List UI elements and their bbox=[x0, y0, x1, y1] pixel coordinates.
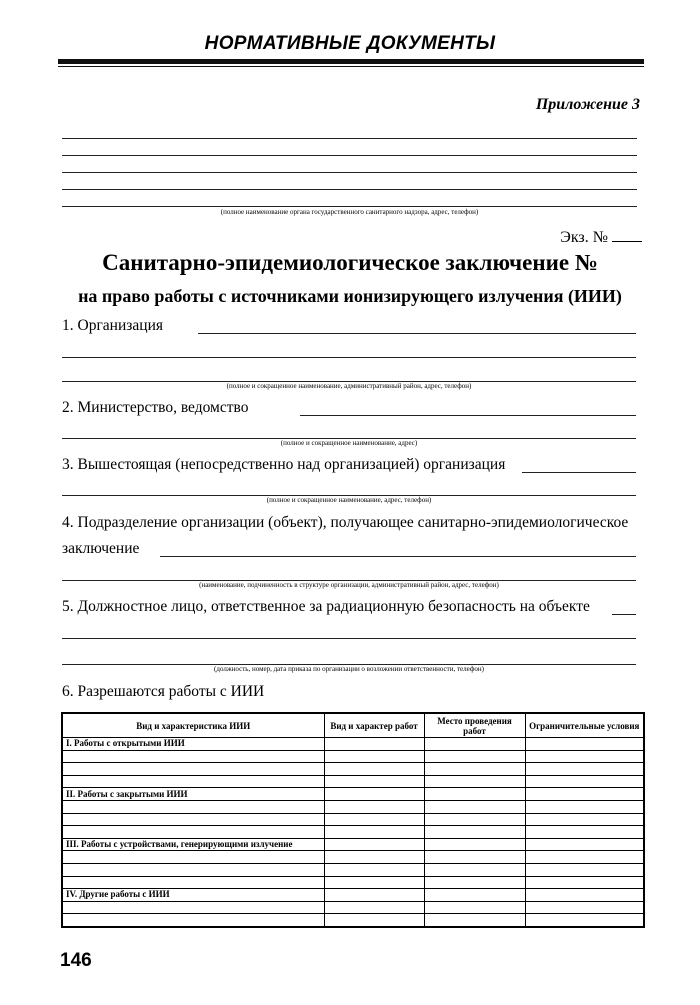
table-section-row bbox=[62, 788, 644, 801]
table-cell[interactable] bbox=[324, 738, 424, 751]
table-cell[interactable] bbox=[62, 800, 324, 813]
table-cell[interactable] bbox=[324, 788, 424, 801]
authority-line[interactable] bbox=[62, 172, 637, 173]
table-row bbox=[62, 763, 644, 776]
column-header: Ограничительные условия bbox=[525, 713, 644, 738]
table-cell[interactable] bbox=[324, 914, 424, 927]
table-cell[interactable] bbox=[424, 813, 525, 826]
table-cell[interactable] bbox=[324, 800, 424, 813]
ministry-field[interactable] bbox=[300, 415, 636, 416]
table-cell[interactable] bbox=[324, 863, 424, 876]
section-label: III. Работы с устройствами, генерирующими излучение bbox=[62, 838, 324, 851]
table-cell[interactable] bbox=[62, 813, 324, 826]
authority-line[interactable] bbox=[62, 206, 637, 207]
table-cell[interactable] bbox=[324, 763, 424, 776]
table-cell[interactable] bbox=[324, 826, 424, 839]
table-row bbox=[62, 826, 644, 839]
table-cell[interactable] bbox=[525, 788, 644, 801]
table-cell[interactable] bbox=[424, 800, 525, 813]
table-cell[interactable] bbox=[525, 750, 644, 763]
table-cell[interactable] bbox=[525, 889, 644, 902]
table-cell[interactable] bbox=[62, 826, 324, 839]
table-cell[interactable] bbox=[324, 901, 424, 914]
column-header: Вид и характеристика ИИИ bbox=[62, 713, 324, 738]
table-cell[interactable] bbox=[424, 750, 525, 763]
table-row bbox=[62, 876, 644, 889]
table-cell[interactable] bbox=[424, 763, 525, 776]
header-rule-thick bbox=[58, 59, 644, 64]
table-cell[interactable] bbox=[62, 775, 324, 788]
ministry-label: 2. Министерство, ведомство bbox=[62, 399, 249, 416]
authority-line[interactable] bbox=[62, 138, 637, 139]
parent-org-caption: (полное и сокращенное наименование, адрес, телефон) bbox=[266, 496, 432, 504]
works-table bbox=[61, 712, 645, 928]
table-cell[interactable] bbox=[62, 851, 324, 864]
table-cell[interactable] bbox=[424, 889, 525, 902]
section-label: I. Работы с открытыми ИИИ bbox=[62, 738, 324, 751]
table-section-row bbox=[62, 838, 644, 851]
table-row bbox=[62, 851, 644, 864]
table-cell[interactable] bbox=[525, 800, 644, 813]
table-cell[interactable] bbox=[525, 838, 644, 851]
column-header: Место проведения работ bbox=[424, 713, 525, 738]
table-cell[interactable] bbox=[424, 876, 525, 889]
table-cell[interactable] bbox=[525, 763, 644, 776]
table-cell[interactable] bbox=[424, 914, 525, 927]
table-cell[interactable] bbox=[424, 775, 525, 788]
copy-number-field[interactable] bbox=[612, 227, 642, 242]
table-cell[interactable] bbox=[525, 775, 644, 788]
page-number: 146 bbox=[60, 950, 92, 971]
authority-line[interactable] bbox=[62, 155, 637, 156]
table-cell[interactable] bbox=[525, 863, 644, 876]
table-cell[interactable] bbox=[424, 788, 525, 801]
organization-caption: (полное и сокращенное наименование, административный район, адрес, телефон) bbox=[226, 382, 472, 390]
table-cell[interactable] bbox=[324, 876, 424, 889]
table-cell[interactable] bbox=[62, 863, 324, 876]
table-cell[interactable] bbox=[525, 876, 644, 889]
table-row bbox=[62, 901, 644, 914]
table-cell[interactable] bbox=[324, 750, 424, 763]
subdivision-label: 4. Подразделение организации (объект), получающее санитарно-эпидемиологическое bbox=[62, 514, 629, 531]
table-cell[interactable] bbox=[62, 901, 324, 914]
table-cell[interactable] bbox=[62, 750, 324, 763]
table-row bbox=[62, 800, 644, 813]
organization-field[interactable] bbox=[198, 333, 636, 334]
table-cell[interactable] bbox=[525, 826, 644, 839]
table-cell[interactable] bbox=[324, 775, 424, 788]
table-cell[interactable] bbox=[424, 838, 525, 851]
appendix-label: Приложение 3 bbox=[535, 96, 640, 113]
table-row bbox=[62, 775, 644, 788]
table-cell[interactable] bbox=[324, 813, 424, 826]
responsible-caption: (должность, номер, дата приказа по организации о возложении ответственности, телефон) bbox=[214, 665, 484, 673]
table-section-row bbox=[62, 738, 644, 751]
organization-label: 1. Организация bbox=[62, 317, 163, 334]
subdivision-field[interactable] bbox=[160, 556, 636, 557]
table-row bbox=[62, 813, 644, 826]
table-cell[interactable] bbox=[62, 763, 324, 776]
section-label: II. Работы с закрытыми ИИИ bbox=[62, 788, 324, 801]
table-cell[interactable] bbox=[525, 813, 644, 826]
permitted-label: 6. Разрешаются работы с ИИИ bbox=[62, 683, 265, 700]
organization-field-line[interactable] bbox=[62, 357, 636, 358]
document-subtitle: на право работы с источниками ионизирующего излучения (ИИИ) bbox=[78, 286, 622, 306]
header-rule-thin bbox=[58, 66, 644, 67]
table-cell[interactable] bbox=[424, 851, 525, 864]
table-cell[interactable] bbox=[62, 876, 324, 889]
table-cell[interactable] bbox=[324, 838, 424, 851]
copy-number bbox=[560, 227, 642, 247]
responsible-field[interactable] bbox=[612, 614, 636, 615]
section-label: IV. Другие работы с ИИИ bbox=[62, 889, 324, 902]
table-cell[interactable] bbox=[424, 826, 525, 839]
copy-number-label: Экз. № bbox=[560, 229, 608, 246]
table-cell[interactable] bbox=[525, 901, 644, 914]
document-title: Санитарно-эпидемиологическое заключение № bbox=[102, 250, 598, 275]
authority-caption: (полное наименование органа государственного санитарного надзора, адрес, телефон) bbox=[220, 208, 479, 216]
table-cell[interactable] bbox=[424, 863, 525, 876]
subdivision-caption: (наименование, подчиненность в структуре организации, административный район, адрес, телефон) bbox=[199, 581, 499, 589]
table-row bbox=[62, 914, 644, 927]
table-section-row bbox=[62, 889, 644, 902]
responsible-label: 5. Должностное лицо, ответственное за радиационную безопасность на объекте bbox=[62, 598, 590, 615]
authority-line[interactable] bbox=[62, 189, 637, 190]
table-cell[interactable] bbox=[424, 738, 525, 751]
parent-org-field[interactable] bbox=[522, 472, 636, 473]
running-header: НОРМАТИВНЫЕ ДОКУМЕНТЫ bbox=[204, 33, 496, 54]
table-cell[interactable] bbox=[62, 914, 324, 927]
ministry-caption: (полное и сокращенное наименование, адрес) bbox=[280, 439, 418, 447]
table-cell[interactable] bbox=[424, 901, 525, 914]
column-header: Вид и характер работ bbox=[324, 713, 424, 738]
table-cell[interactable] bbox=[324, 889, 424, 902]
responsible-field-line[interactable] bbox=[62, 638, 636, 639]
table-cell[interactable] bbox=[324, 851, 424, 864]
table-header-row bbox=[62, 713, 644, 738]
table-cell[interactable] bbox=[525, 738, 644, 751]
table-cell[interactable] bbox=[525, 914, 644, 927]
parent-org-label: 3. Вышестоящая (непосредственно над организацией) организация bbox=[62, 456, 506, 473]
table-cell[interactable] bbox=[525, 851, 644, 864]
table-row bbox=[62, 750, 644, 763]
table-row bbox=[62, 863, 644, 876]
subdivision-label-cont: заключение bbox=[62, 540, 140, 557]
